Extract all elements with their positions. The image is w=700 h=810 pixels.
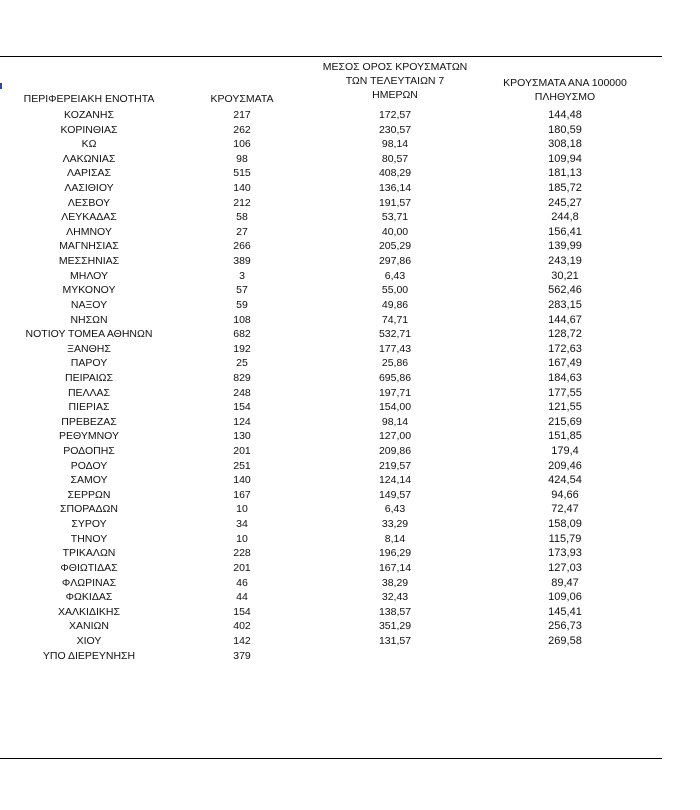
region-cell: ΞΑΝΘΗΣ bbox=[67, 342, 111, 355]
cases-cell: 25 bbox=[236, 357, 248, 370]
per-100000-cell: 180,59 bbox=[548, 123, 582, 136]
region-cell: ΚΟΡΙΝΘΙΑΣ bbox=[60, 123, 118, 136]
region-cell: ΠΕΙΡΑΙΩΣ bbox=[65, 371, 113, 384]
table-row bbox=[0, 605, 662, 620]
region-cell: ΝΑΞΟΥ bbox=[70, 298, 108, 311]
table-row bbox=[0, 181, 662, 196]
region-cell: ΚΟΖΑΝΗΣ bbox=[64, 109, 114, 121]
avg-7day-cell: 532,71 bbox=[378, 328, 412, 341]
per-100000-cell: 179,4 bbox=[551, 445, 579, 458]
avg-7day-cell: 138,57 bbox=[378, 605, 412, 618]
avg-7day-cell: 74,71 bbox=[381, 313, 409, 326]
per-100000-cell: 308,18 bbox=[548, 138, 582, 151]
per-100000-cell: 167,49 bbox=[548, 357, 582, 370]
table-row bbox=[0, 210, 662, 225]
table-row bbox=[0, 371, 662, 386]
cases-cell: 140 bbox=[233, 474, 251, 487]
cases-cell: 98 bbox=[236, 152, 248, 165]
cases-cell: 106 bbox=[233, 138, 251, 151]
table-row bbox=[0, 327, 662, 342]
region-cell: ΣΠΟΡΑΔΩΝ bbox=[60, 503, 118, 516]
avg-7day-cell: 230,57 bbox=[378, 123, 412, 136]
table-row bbox=[0, 283, 662, 298]
avg-7day-cell: 8,14 bbox=[384, 532, 406, 545]
region-cell: ΦΘΙΩΤΙΔΑΣ bbox=[60, 561, 118, 574]
avg-7day-cell: 149,57 bbox=[378, 488, 412, 501]
avg-7day-cell: 136,14 bbox=[378, 182, 412, 195]
table-row bbox=[0, 269, 662, 284]
cases-cell: 251 bbox=[233, 459, 251, 472]
avg-7day-cell: 196,29 bbox=[378, 547, 412, 560]
header-avg-line-1: ΜΕΣΟΣ ΟΡΟΣ ΚΡΟΥΣΜΑΤΩΝ bbox=[322, 61, 468, 73]
avg-7day-cell: 32,43 bbox=[381, 591, 409, 604]
header-7day-average bbox=[305, 61, 485, 103]
table-row bbox=[0, 488, 662, 503]
avg-7day-cell: 219,57 bbox=[378, 459, 412, 472]
avg-7day-cell: 127,00 bbox=[378, 430, 412, 443]
per-100000-cell: 127,03 bbox=[548, 561, 582, 574]
region-cell: ΜΥΚΟΝΟΥ bbox=[62, 284, 116, 297]
per-100000-cell: 173,93 bbox=[548, 547, 582, 560]
per-100000-cell: 158,09 bbox=[548, 518, 582, 531]
avg-7day-cell: 98,14 bbox=[381, 138, 409, 151]
region-cell: ΦΩΚΙΔΑΣ bbox=[65, 591, 113, 604]
avg-7day-cell: 177,43 bbox=[378, 342, 412, 355]
cases-cell: 379 bbox=[233, 649, 251, 662]
avg-7day-cell: 33,29 bbox=[381, 518, 409, 531]
per-100000-cell: 283,15 bbox=[548, 298, 582, 311]
cases-cell: 201 bbox=[233, 561, 251, 574]
cases-cell: 154 bbox=[233, 401, 251, 414]
cases-cell: 27 bbox=[236, 225, 248, 238]
cases-cell: 389 bbox=[233, 255, 251, 268]
header-cases-per-100000 bbox=[480, 77, 650, 105]
region-cell: ΠΕΛΛΑΣ bbox=[67, 386, 111, 399]
avg-7day-cell: 124,14 bbox=[378, 474, 412, 487]
avg-7day-cell: 6,43 bbox=[384, 269, 406, 282]
region-cell: ΛΕΣΒΟΥ bbox=[67, 196, 111, 209]
table-row bbox=[0, 590, 662, 605]
region-cell: ΠΑΡΟΥ bbox=[70, 357, 108, 370]
region-cell: ΜΗΛΟΥ bbox=[70, 269, 108, 282]
table-row bbox=[0, 619, 662, 634]
cases-cell: 262 bbox=[233, 123, 251, 136]
region-cell: ΧΑΝΙΩΝ bbox=[69, 620, 109, 633]
per-100000-cell: 424,54 bbox=[548, 474, 582, 487]
cases-cell: 108 bbox=[233, 313, 251, 326]
cases-cell: 46 bbox=[236, 576, 248, 589]
table-row bbox=[0, 356, 662, 371]
table-row bbox=[0, 473, 662, 488]
region-cell: ΧΑΛΚΙΔΙΚΗΣ bbox=[58, 605, 120, 618]
per-100000-cell: 89,47 bbox=[551, 576, 579, 589]
per-100000-cell: 209,46 bbox=[548, 459, 582, 472]
table-row bbox=[0, 239, 662, 254]
table-row bbox=[0, 444, 662, 459]
table-row bbox=[0, 415, 662, 430]
cases-cell: 201 bbox=[233, 445, 251, 458]
avg-7day-cell: 167,14 bbox=[378, 561, 412, 574]
table-row bbox=[0, 517, 662, 532]
region-cell: ΛΑΚΩΝΙΑΣ bbox=[62, 152, 116, 165]
per-100000-cell: 184,63 bbox=[548, 371, 582, 384]
header-cases: ΚΡΟΥΣΜΑΤΑ bbox=[210, 93, 274, 105]
cases-cell: 10 bbox=[236, 532, 248, 545]
region-cell: ΦΛΩΡΙΝΑΣ bbox=[61, 576, 117, 589]
per-100000-cell: 562,46 bbox=[548, 284, 582, 297]
per-100000-cell: 94,66 bbox=[551, 488, 579, 501]
avg-7day-cell: 297,86 bbox=[378, 255, 412, 268]
table-body bbox=[0, 108, 662, 663]
per-100000-cell: 109,06 bbox=[548, 591, 582, 604]
per-100000-cell: 144,67 bbox=[548, 313, 582, 326]
cases-cell: 228 bbox=[233, 547, 251, 560]
per-100000-cell: 115,79 bbox=[548, 532, 582, 545]
region-cell: ΤΡΙΚΑΛΩΝ bbox=[62, 547, 116, 560]
table-row bbox=[0, 634, 662, 649]
avg-7day-cell: 80,57 bbox=[381, 152, 409, 165]
cases-cell: 3 bbox=[239, 269, 245, 282]
region-cell: ΣΕΡΡΩΝ bbox=[67, 488, 111, 501]
cases-cell: 57 bbox=[236, 284, 248, 297]
table-row bbox=[0, 166, 662, 181]
per-100000-cell: 177,55 bbox=[548, 386, 582, 399]
region-cell: ΛΑΣΙΘΙΟΥ bbox=[64, 182, 114, 195]
table-row bbox=[0, 532, 662, 547]
avg-7day-cell: 6,43 bbox=[384, 503, 406, 516]
table-row bbox=[0, 400, 662, 415]
cases-cell: 402 bbox=[233, 620, 251, 633]
cases-cell: 217 bbox=[233, 109, 251, 121]
avg-7day-cell: 408,29 bbox=[378, 167, 412, 180]
per-100000-cell: 145,41 bbox=[548, 605, 582, 618]
avg-7day-cell: 98,14 bbox=[381, 415, 409, 428]
region-cell: ΜΕΣΣΗΝΙΑΣ bbox=[58, 255, 120, 268]
cases-cell: 154 bbox=[233, 605, 251, 618]
region-cell: ΡΟΔΟΥ bbox=[70, 459, 108, 472]
table-row bbox=[0, 342, 662, 357]
region-cell: ΜΑΓΝΗΣΙΑΣ bbox=[59, 240, 119, 253]
region-cell: ΣΥΡΟΥ bbox=[71, 518, 107, 531]
region-cell: ΝΟΤΙΟΥ ΤΟΜΕΑ ΑΘΗΝΩΝ bbox=[25, 328, 153, 341]
avg-7day-cell: 209,86 bbox=[378, 445, 412, 458]
header-region: ΠΕΡΙΦΕΡΕΙΑΚΗ ΕΝΟΤΗΤΑ bbox=[23, 93, 155, 105]
region-cell: ΣΑΜΟΥ bbox=[70, 474, 108, 487]
region-cell: ΥΠΟ ΔΙΕΡΕΥΝΗΣΗ bbox=[42, 649, 136, 662]
avg-7day-cell: 38,29 bbox=[381, 576, 409, 589]
avg-7day-cell: 695,86 bbox=[378, 371, 412, 384]
table-row bbox=[0, 254, 662, 269]
table-row bbox=[0, 502, 662, 517]
left-edge-marker bbox=[0, 83, 2, 89]
table-row bbox=[0, 459, 662, 474]
table-row bbox=[0, 152, 662, 167]
per-100000-cell: 151,85 bbox=[548, 430, 582, 443]
avg-7day-cell: 154,00 bbox=[378, 401, 412, 414]
per-100000-cell: 215,69 bbox=[548, 415, 582, 428]
table-row bbox=[0, 108, 662, 123]
cases-cell: 130 bbox=[233, 430, 251, 443]
avg-7day-cell: 131,57 bbox=[378, 634, 412, 647]
header-avg-line-3: ΗΜΕΡΩΝ bbox=[372, 89, 418, 101]
per-100000-cell: 109,94 bbox=[548, 152, 582, 165]
per-100000-cell: 185,72 bbox=[548, 182, 582, 195]
header-per-line-2: ΠΛΗΘΥΣΜΟ bbox=[534, 91, 596, 103]
per-100000-cell: 256,73 bbox=[548, 620, 582, 633]
table-row bbox=[0, 225, 662, 240]
header-per-line-1: ΚΡΟΥΣΜΑΤΑ ΑΝΑ 100000 bbox=[503, 77, 627, 89]
cases-cell: 10 bbox=[236, 503, 248, 516]
region-cell: ΠΡΕΒΕΖΑΣ bbox=[61, 415, 117, 428]
avg-7day-cell: 55,00 bbox=[381, 284, 409, 297]
per-100000-cell: 121,55 bbox=[548, 401, 582, 414]
avg-7day-cell: 25,86 bbox=[381, 357, 409, 370]
region-cell: ΡΕΘΥΜΝΟΥ bbox=[58, 430, 119, 443]
table-row bbox=[0, 313, 662, 328]
table-row bbox=[0, 123, 662, 138]
region-cell: ΛΕΥΚΑΔΑΣ bbox=[61, 211, 117, 224]
cases-cell: 142 bbox=[233, 634, 251, 647]
avg-7day-cell: 49,86 bbox=[381, 298, 409, 311]
cases-cell: 212 bbox=[233, 196, 251, 209]
cases-cell: 248 bbox=[233, 386, 251, 399]
per-100000-cell: 156,41 bbox=[548, 225, 582, 238]
table-row bbox=[0, 298, 662, 313]
per-100000-cell: 243,19 bbox=[548, 255, 582, 268]
region-cell: ΛΗΜΝΟΥ bbox=[66, 225, 112, 238]
region-cell: ΡΟΔΟΠΗΣ bbox=[63, 445, 115, 458]
cases-cell: 140 bbox=[233, 182, 251, 195]
cases-cell: 34 bbox=[236, 518, 248, 531]
per-100000-cell: 244,8 bbox=[551, 211, 579, 224]
table-row bbox=[0, 386, 662, 401]
per-100000-cell: 72,47 bbox=[551, 503, 579, 516]
table-bottom-rule bbox=[0, 758, 662, 759]
avg-7day-cell: 172,57 bbox=[378, 109, 412, 121]
cases-cell: 829 bbox=[233, 371, 251, 384]
avg-7day-cell: 40,00 bbox=[381, 225, 409, 238]
per-100000-cell: 269,58 bbox=[548, 634, 582, 647]
table-row bbox=[0, 576, 662, 591]
avg-7day-cell: 197,71 bbox=[378, 386, 412, 399]
cases-cell: 192 bbox=[233, 342, 251, 355]
cases-cell: 59 bbox=[236, 298, 248, 311]
table-row bbox=[0, 649, 662, 664]
table-top-rule bbox=[0, 56, 662, 57]
avg-7day-cell: 53,71 bbox=[381, 211, 409, 224]
table-row bbox=[0, 429, 662, 444]
region-cell: ΤΗΝΟΥ bbox=[70, 532, 108, 545]
per-100000-cell: 144,48 bbox=[548, 109, 582, 121]
per-100000-cell: 139,99 bbox=[548, 240, 582, 253]
table-row bbox=[0, 196, 662, 211]
cases-cell: 124 bbox=[233, 415, 251, 428]
cases-cell: 44 bbox=[236, 591, 248, 604]
cases-cell: 266 bbox=[233, 240, 251, 253]
cases-cell: 58 bbox=[236, 211, 248, 224]
region-cell: ΚΩ bbox=[81, 138, 97, 151]
table-row bbox=[0, 546, 662, 561]
header-avg-line-2: ΤΩΝ ΤΕΛΕΥΤΑΙΩΝ 7 bbox=[345, 75, 445, 87]
region-cell: ΛΑΡΙΣΑΣ bbox=[67, 167, 111, 180]
avg-7day-cell: 205,29 bbox=[378, 240, 412, 253]
region-cell: ΠΙΕΡΙΑΣ bbox=[68, 401, 110, 414]
cases-cell: 682 bbox=[233, 328, 251, 341]
per-100000-cell: 245,27 bbox=[548, 196, 582, 209]
avg-7day-cell: 351,29 bbox=[378, 620, 412, 633]
region-cell: ΝΗΣΩΝ bbox=[70, 313, 108, 326]
per-100000-cell: 30,21 bbox=[551, 269, 579, 282]
avg-7day-cell: 191,57 bbox=[378, 196, 412, 209]
region-cell: ΧΙΟΥ bbox=[76, 634, 102, 647]
per-100000-cell: 128,72 bbox=[548, 328, 582, 341]
cases-cell: 515 bbox=[233, 167, 251, 180]
per-100000-cell: 181,13 bbox=[548, 167, 582, 180]
per-100000-cell: 172,63 bbox=[548, 342, 582, 355]
table-row bbox=[0, 137, 662, 152]
cases-cell: 167 bbox=[233, 488, 251, 501]
table-row bbox=[0, 561, 662, 576]
